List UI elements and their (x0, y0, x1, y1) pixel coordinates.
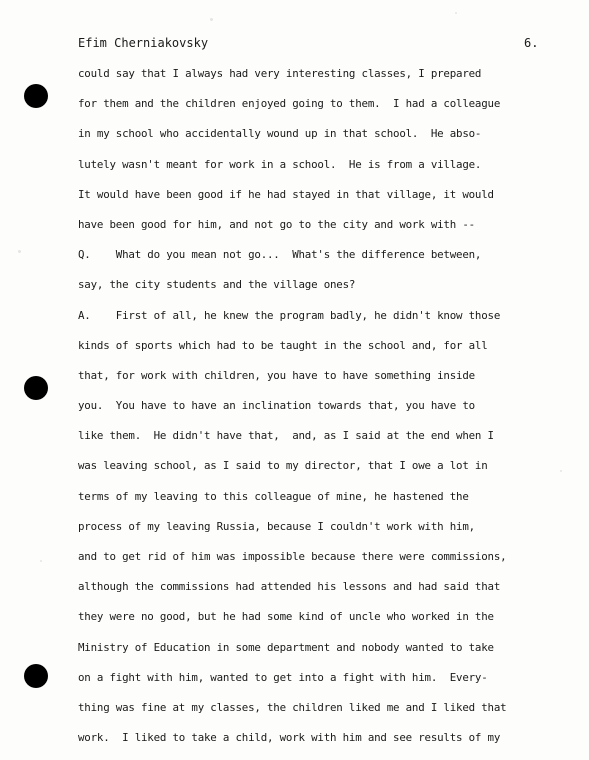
transcript-line: Ministry of Education in some department and nobody wanted to take (78, 640, 494, 654)
transcript-line: although the commissions had attended his lessons and had said that (78, 580, 501, 594)
paper-speck (40, 560, 42, 562)
transcript-line: that, for work with children, you have to have something inside (78, 368, 475, 382)
transcript-line: lutely wasn't meant for work in a school. He is from a village. (78, 157, 482, 171)
paper-speck (18, 250, 21, 253)
transcript-line: terms of my leaving to this colleague of mine, he hastened the (78, 489, 469, 503)
transcript-line: they were no good, but he had some kind of uncle who worked in the (78, 610, 494, 624)
transcript-line: have been good for him, and not go to the city and work with -- (78, 217, 475, 231)
transcript-line: you. You have to have an inclination towards that, you have to (78, 399, 475, 413)
transcript-line: and to get rid of him was impossible because there were commissions, (78, 550, 507, 563)
transcript-line: A. First of all, he knew the program badly, he didn't know those (78, 308, 501, 322)
transcript-line: could say that I always had very interesting classes, I prepared (78, 67, 482, 80)
transcript-line: work. I liked to take a child, work with him and see results of my (78, 731, 501, 745)
transcript-line: It would have been good if he had stayed in that village, it would (78, 187, 494, 201)
paper-speck (455, 12, 457, 14)
paper-speck (210, 18, 213, 21)
transcript-line: say, the city students and the village ones? (78, 278, 356, 292)
binder-hole (24, 84, 48, 108)
transcript-line: process of my leaving Russia, because I couldn't work with him, (78, 519, 475, 533)
transcript-line: like them. He didn't have that, and, as I said at the end when I (78, 429, 494, 443)
transcript-body (78, 66, 578, 760)
binder-hole (24, 664, 48, 688)
page-number: 6. (524, 36, 539, 50)
transcript-line: on a fight with him, wanted to get into a fight with him. Every- (78, 670, 488, 684)
interviewee-name: Efim Cherniakovsky (78, 36, 209, 50)
transcript-line: for them and the children enjoyed going to them. I had a colleague (78, 97, 501, 111)
transcript-line: kinds of sports which had to be taught in the school and, for all (78, 338, 488, 352)
transcript-line: in my school who accidentally wound up in that school. He abso- (78, 127, 482, 141)
transcript-line: was leaving school, as I said to my director, that I owe a lot in (78, 459, 488, 473)
transcript-line: thing was fine at my classes, the children liked me and I liked that (78, 700, 507, 714)
binder-hole (24, 376, 48, 400)
transcript-line: Q. What do you mean not go... What's the difference between, (78, 248, 482, 262)
